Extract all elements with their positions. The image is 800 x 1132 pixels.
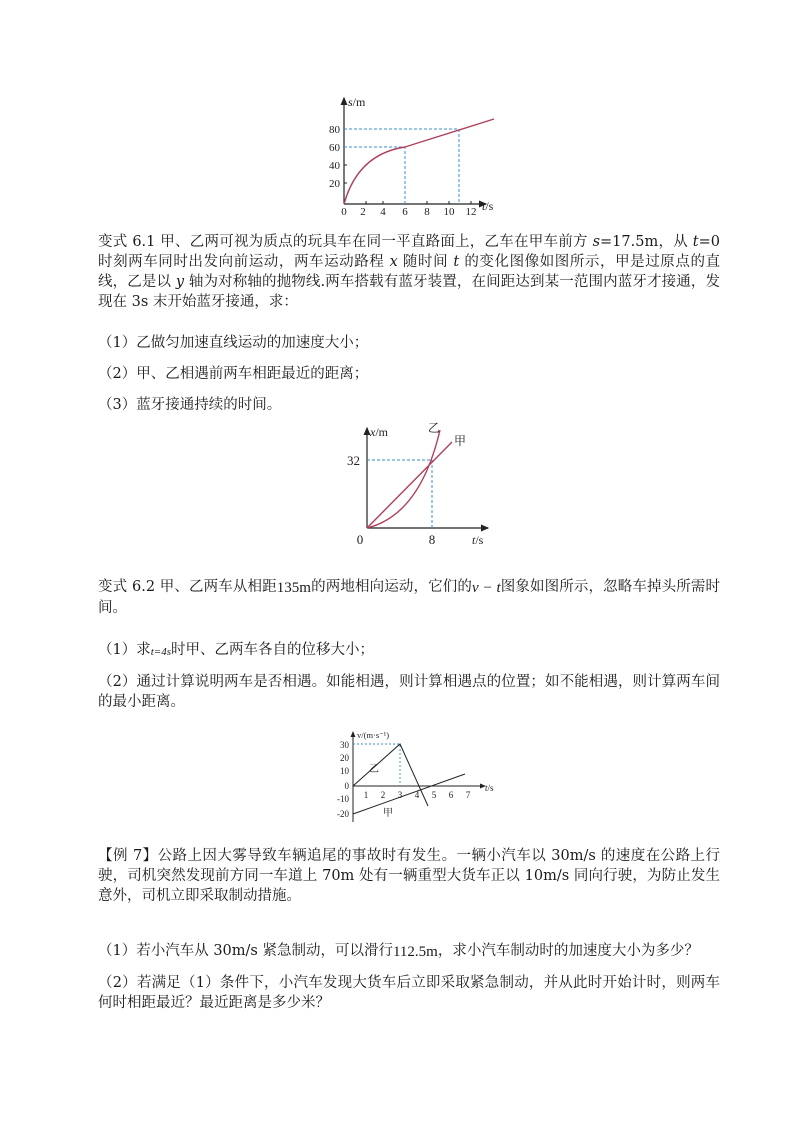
jia-line xyxy=(367,442,452,528)
x-tick-label: 1 xyxy=(363,790,369,800)
figure-s-t-graph xyxy=(318,90,518,220)
origin-label: 0 xyxy=(356,532,364,547)
question-4: （1）求t=4s时甲、乙两车各自的位移大小； xyxy=(98,642,374,658)
x-tick-label: 8 xyxy=(424,206,430,218)
y-tick-label: 30 xyxy=(340,740,349,750)
figure-x-t-graph xyxy=(340,420,500,550)
x-tick-label: 6 xyxy=(402,206,408,218)
y-axis-label: v/(m·s⁻¹) xyxy=(357,730,390,740)
label-yi: 乙 xyxy=(428,421,441,435)
y-tick-label: 60 xyxy=(329,142,340,154)
y-tick-label: 80 xyxy=(329,124,340,136)
x-tick-label: 4 xyxy=(414,790,420,800)
question-1: （1）乙做匀加速直线运动的加速度大小； xyxy=(98,335,369,351)
x-tick-label: 10 xyxy=(443,206,455,218)
x-axis-label: t/s xyxy=(482,199,494,213)
question-7: （2）若满足（1）条件下，小汽车发现大货车后立即采取紧急制动，并从此时开始计时，则两车何时相距最近？最近距离是多少米？ xyxy=(98,975,720,1011)
x-tick-label: 4 xyxy=(380,206,386,218)
label-jia: 甲 xyxy=(383,808,393,819)
y-tick-label: 20 xyxy=(340,753,349,763)
x-axis-label: t/s xyxy=(485,783,494,793)
label-jia: 甲 xyxy=(454,434,467,448)
y-tick-label: 32 xyxy=(347,453,360,468)
x-tick-label: 3 xyxy=(397,790,403,800)
figure-v-t-graph xyxy=(325,728,515,826)
x-tick-label: 2 xyxy=(360,206,366,218)
question-3: （3）蓝牙接通持续的时间。 xyxy=(98,397,282,413)
y-tick-label: 0 xyxy=(344,781,349,791)
x-tick-label: 8 xyxy=(428,532,436,547)
guide-line xyxy=(344,147,405,204)
y-axis-label: s/m xyxy=(348,95,366,109)
x-tick-label: 0 xyxy=(341,206,347,218)
y-tick-label: -20 xyxy=(337,809,349,819)
x-tick-label: 5 xyxy=(431,790,437,800)
y-tick-label: -10 xyxy=(337,794,349,804)
yi-curve xyxy=(367,430,440,528)
x-tick-label: 2 xyxy=(380,790,386,800)
example-7-text: 【例 7】公路上因大雾导致车辆追尾的事故时有发生。一辆小汽车以 30m/s 的速度在公路上行驶，司机突然发现前方同一车道上 70m 处有一辆重型大货车正以 10m/s 同向行驶，为防止发生意外，司机立即采取制动措施。 xyxy=(98,848,720,904)
label-yi: 乙 xyxy=(369,764,379,775)
question-2: （2）甲、乙相遇前两车相距最近的距离； xyxy=(98,366,369,382)
question-5: （2）通过计算说明两车是否相遇。如能相遇，则计算相遇点的位置；如不能相遇，则计算两车间的最小距离。 xyxy=(98,674,720,710)
s-t-curve xyxy=(344,119,494,204)
guide-line xyxy=(344,129,459,204)
y-axis-label: x/m xyxy=(370,425,388,439)
x-axis-label: t/s xyxy=(472,533,484,547)
y-tick-label: 40 xyxy=(329,160,340,172)
question-6: （1）若小汽车从 30m/s 紧急制动，可以滑行112.5m，求小汽车制动时的加速度大小为多少？ xyxy=(98,943,699,960)
variant-6-2-text: 变式 6.2 甲、乙两车从相距135m的两地相向运动，它们的v − t图象如图所示，忽略车掉头所需时间。 xyxy=(98,579,721,616)
x-tick-label: 6 xyxy=(448,790,454,800)
y-tick-label: 20 xyxy=(329,178,340,190)
x-tick-label: 7 xyxy=(465,790,471,800)
x-tick-label: 12 xyxy=(465,206,477,218)
y-tick-label: 10 xyxy=(340,766,349,776)
variant-6-1-text: 变式 6.1 甲、乙两可视为质点的玩具车在同一平直路面上，乙车在甲车前方 s=17.5m，从 t=0 时刻两车同时出发向前运动，两车运动路程 x 随时间 t 的变化图像如图所示，甲是过原点的直线，乙是以 y 轴为对称轴的抛物线.两车搭载有蓝牙装置，在间距达到某一范围内蓝牙才接通，发现在 3s 末开始蓝牙接通，求： xyxy=(98,234,721,310)
